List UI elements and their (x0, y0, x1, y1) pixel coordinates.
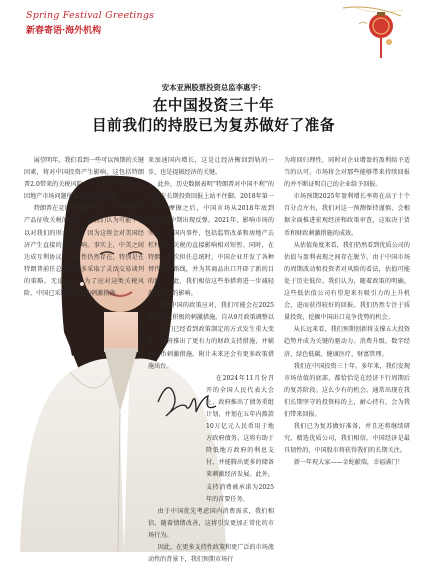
paragraph: 谈到中国的政策应对，我们可能会在2025年看到更积极的刺激措施。自从9月政策调整以来，我们已经看到政策制定的方式发生重大变化，政府推出了更有力的财政支持措施，并辅以货币刺激措施。附计未来还会有更多政策措施出台。 (148, 302, 274, 370)
closing-greeting: 新一年祝大家——金蛇献瑞，幸福满门！ (293, 459, 404, 467)
paragraph: 从长远来看，我们预期创新将支撑五大投资趋势并成为关键的驱动力。消费升级、数字经济、绿色低碳、健康医疗、财富管理。 (284, 326, 410, 358)
article-column-2 (148, 155, 274, 566)
headline-line-2: 目前我们的持股已为复苏做好了准备 (91, 117, 336, 134)
paragraph: 由于中国优先考虑国内消费需求，我们相信，随着情绪改善，这将引发更加正常化的市场行为。 (148, 507, 274, 539)
author-byline: 安本亚洲股票投资总监李惠宇： (161, 83, 266, 92)
paragraph: 因此，在更多支持性政策和更广泛的市场流动性的背景下，我们预期市场行 (148, 544, 274, 564)
paragraph: 市场预期2025年盈利增长率将在高于十个百分点左右，我们对这一预测保持谨慎，会根据全面推进宏观经济和政策审查，这取决于货币和财政刺激措施的成效。 (284, 193, 410, 237)
lantern-icon (341, 2, 405, 62)
magazine-header (26, 10, 154, 36)
article-column-3 (284, 155, 410, 469)
paragraph: 特朗普在竞选期间虽然宣布了对中国进口产品征收关税的方案，但我们认为可能不会以对我们的形式落实，因为这将会对美国经济产生直接的负面影响。事实上，中美之间达成互利协议的可能性仍然存在，特别是在特朗普前任总统时更多采取了灵活交易谈判的策略。无论如何，为了应对这类关税风险，中国已采取更积极的刺激措施。 (24, 205, 144, 298)
article-column-1 (24, 155, 144, 300)
kicker-english: Spring Festival Greetings (26, 10, 155, 21)
paragraph: 在2024年11月份召开的全国人民代表大会上，政府推出了债务重组计划，并划在五年内拨款10万亿元人民币用于地方政府债务。这将有助于降低地方政府的利息支付，并能腾出更多的储备来刺激经济发展。此外，支持消费被承诺为2025年的首要任务。 (206, 374, 274, 503)
paragraph: 从估值角度来看，我们仍然看到优质公司的估值与盈利表现之间存在脱节，由于中国市场的周期波动和投资者对风险的看法，估值可能处于历史低位。我们认为，随着政策的明确，这些低估值公司有望迎来有吸引力的上升机会，进而获得较好的回报。我们仍然专注于质量投资，挖掘中国出口竞争优势的机会。 (284, 241, 410, 322)
paragraph: 为将回归理性，同时对企业增盈的盈利给予适当的认可。市场将会对那些能够带来持续回报的并不断证明自己的企业给予回报。 (284, 157, 410, 189)
headline-line-1: 在中国投资三十年 (152, 97, 275, 114)
paragraph: 此外，历史数据表明“特朗普对中国不利”的说法在长期投资回报上站不住脚。2018年第一次贸易摩擦之后，中国市场从2018年底到2021年中期出现反弹。2021年，影响市场的实际上是国内事件，包括监管改革和房地产去杠杆化。关税的直接影响相对短暂。同时，在特朗普首次担任总统时，中国企业开发了各种替代贸易路线，并为其商品出口开辟了新的目的地。因此，我们相信这些举措将进一步减轻潜在关税的影响。 (148, 181, 274, 298)
paragraph: 展望明年，我们看到一些可以预期的关键因素，将对中国投资产生影响，这包括特朗普2.0带来的关税风险，以及应对国内需求和因地产市场问题所采取的刺激措施。 (24, 157, 144, 201)
section-label: 新春寄语·海外机构 (26, 26, 102, 36)
paragraph: 我们已为复苏做好准备，并且还将继续研究，精选优质公司，我们相信，中国经济是最具韧性的，中国股市将获得我们的长期关注。 (284, 423, 410, 455)
paragraph: 来加速国内增长，这是让经济衡回到轨的一步，也是提振经济的关键。 (148, 157, 274, 177)
paragraph: 我们在中国投资三十年，多年来，我们发现市场估值的底部，都恰恰是在经济下行周期后的复苏阶段。这么少有的机会，通常出现在我们长期坚守的投资标的上，耐心持有，会为我们带来回报。 (284, 362, 410, 418)
